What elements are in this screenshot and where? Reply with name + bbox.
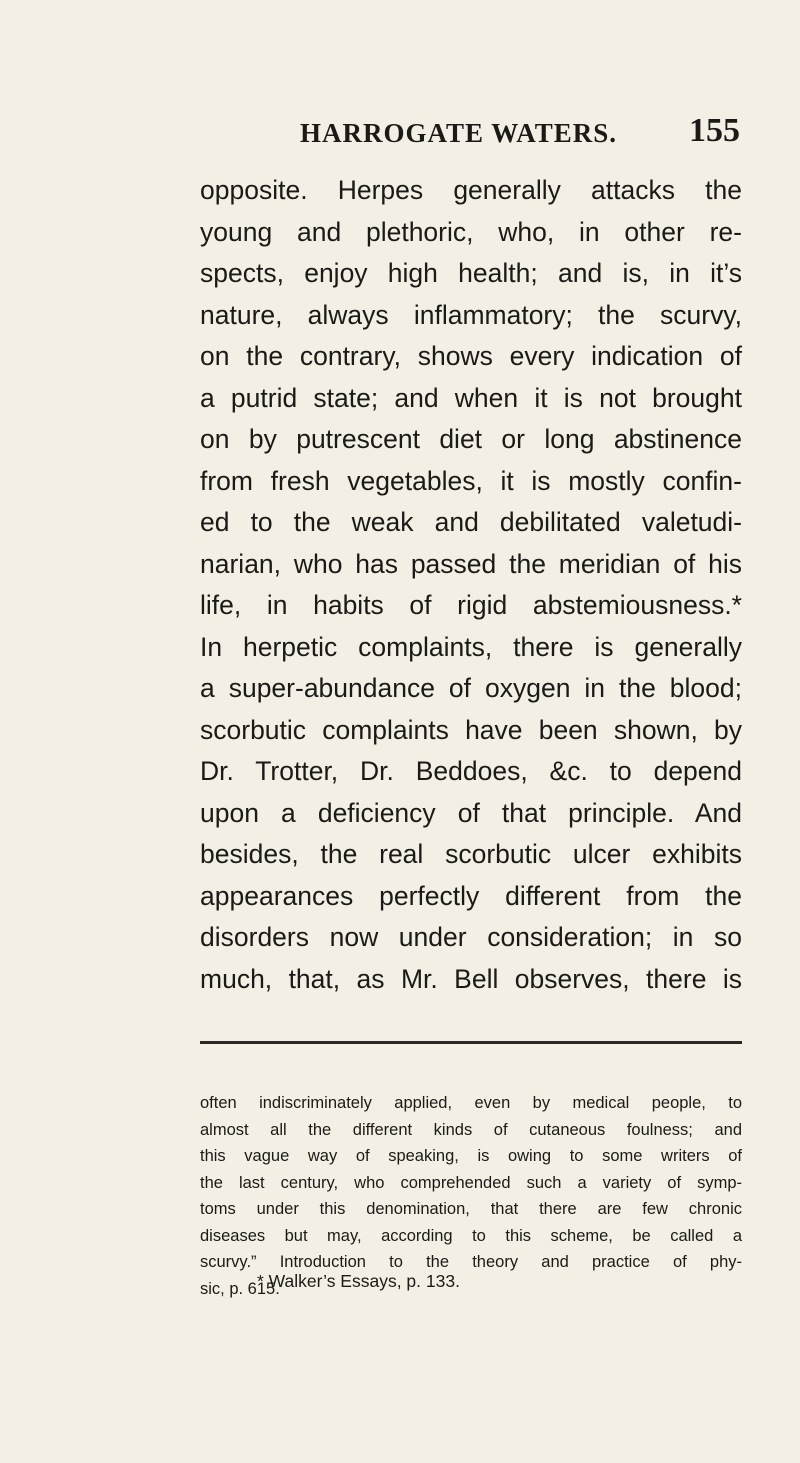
footnote-line: almost all the different kinds of cutaneous foulness; and [200,1120,742,1139]
page-number: 155 [689,112,740,149]
footnote-line: diseases but may, according to this scheme, be called a [200,1226,742,1245]
text-line: nature, always inflammatory; the scurvy, [200,299,742,330]
text-line: young and plethoric, who, in other re- [200,216,742,247]
text-line: scorbutic complaints have been shown, by [200,714,742,745]
text-line: a putrid state; and when it is not brought [200,382,742,413]
text-line: narian, who has passed the meridian of his [200,548,742,579]
text-line: opposite. Herpes generally attacks the [200,175,742,205]
page-header [300,112,740,158]
text-line: disorders now under consideration; in so [200,922,742,952]
footnote-line: this vague way of speaking, is owing to some writers of [200,1147,742,1165]
footnote-line: scurvy.” Introduction to the theory and practice of phy- [200,1253,742,1271]
text-line: on by putrescent diet or long abstinence [200,424,742,454]
text-line: Dr. Trotter, Dr. Beddoes, &c. to depend [200,756,742,786]
text-line: besides, the real scorbutic ulcer exhibits [200,839,742,869]
footnote-divider [200,1041,742,1044]
text-line: upon a deficiency of that principle. And [200,797,742,828]
text-line: much, that, as Mr. Bell observes, there is [200,963,742,994]
text-line: In herpetic complaints, there is generally [200,631,742,662]
text-line: appearances perfectly different from the [200,880,742,911]
text-line: ed to the weak and debilitated valetudi- [200,507,742,537]
text-line: life, in habits of rigid abstemiousness.* [200,590,742,620]
text-line: from fresh vegetables, it is mostly confin- [200,465,742,496]
footnote-line: sic, p. 615. [200,1279,280,1298]
footnote-line: toms under this denomination, that there are few chronic [200,1200,742,1218]
footnote-reference: * Walker’s Essays, p. 133. [257,1271,460,1291]
text-line: a super-abundance of oxygen in the blood; [200,673,742,703]
running-head: HARROGATE WATERS. [300,118,618,148]
body-text [200,170,742,1000]
footnote-line: often indiscriminately applied, even by medical people, to [200,1094,742,1112]
text-line: spects, enjoy high health; and is, in it’s [200,258,742,288]
text-line: on the contrary, shows every indication of [200,341,742,371]
footnote-line: the last century, who comprehended such a variety of symp- [200,1173,742,1192]
